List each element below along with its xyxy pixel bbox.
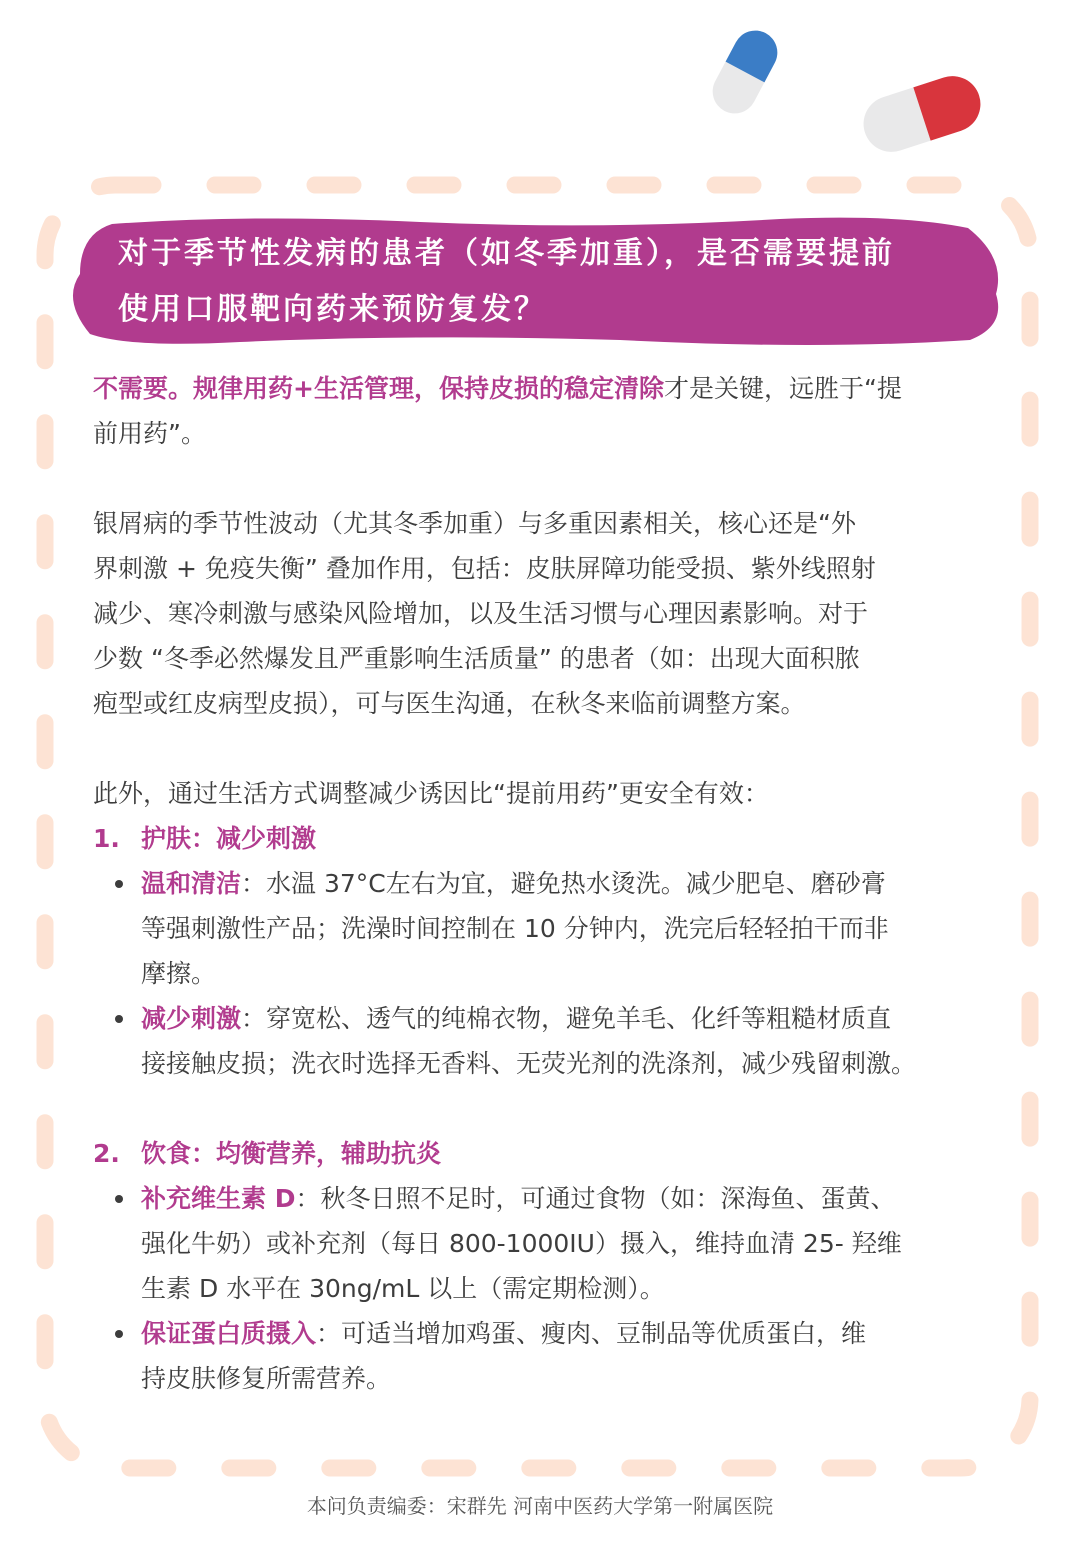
- context-line: 减少、寒冷刺激与感染风险增加，以及生活习惯与心理因素影响。对于: [93, 599, 869, 628]
- bullet-dot: [115, 880, 123, 888]
- answer-text: 才是关键，远胜于“提: [663, 374, 902, 403]
- bullet-text: ：秋冬日照不足时，可通过食物（如：深海鱼、蛋黄、: [295, 1184, 896, 1213]
- section-heading-diet: [93, 1131, 988, 1176]
- bullet-protein: [93, 1311, 988, 1401]
- intro-line: 此外，通过生活方式调整减少诱因比“提前用药”更安全有效：: [93, 779, 769, 808]
- bullet-dot: [115, 1330, 123, 1338]
- bullet-vitamin-d: [93, 1176, 988, 1311]
- answer-text-2: 前用药”。: [93, 419, 206, 448]
- bullet-text: 摩擦。: [141, 959, 217, 988]
- bullet-text: 持皮肤修复所需营养。: [141, 1364, 392, 1393]
- bullet-text: ：水温 37°C左右为宜，避免热水烫洗。减少肥皂、磨砂膏: [241, 869, 886, 898]
- bullet-dot: [115, 1195, 123, 1203]
- bullet-text: ：可适当增加鸡蛋、瘦肉、豆制品等优质蛋白，维: [316, 1319, 867, 1348]
- section-title: 饮食：均衡营养，辅助抗炎: [141, 1139, 442, 1168]
- bullet-term: 减少刺激: [141, 1004, 242, 1033]
- context-line: 疱型或红皮病型皮损），可与医生沟通，在秋冬来临前调整方案。: [93, 689, 806, 718]
- section-title: 护肤：减少刺激: [141, 824, 317, 853]
- section-number: 2.: [93, 1139, 120, 1168]
- context-line: 界刺激 + 免疫失衡” 叠加作用，包括：皮肤屏障功能受损、紫外线照射: [93, 554, 876, 583]
- bullet-term: 保证蛋白质摄入: [141, 1319, 317, 1348]
- context-line: 银屑病的季节性波动（尤其冬季加重）与多重因素相关，核心还是“外: [93, 509, 856, 538]
- editor-credit: 本问负责编委：宋群先 河南中医药大学第一附属医院: [306, 1494, 774, 1518]
- bullet-gentle-cleansing: [93, 861, 988, 996]
- bullet-text: ：穿宽松、透气的纯棉衣物，避免羊毛、化纤等粗糙材质直: [241, 1004, 892, 1033]
- section-heading-skincare: [93, 816, 988, 861]
- section-number: 1.: [93, 824, 120, 853]
- answer-paragraph: [93, 366, 988, 456]
- bullet-term: 补充维生素 D: [141, 1184, 296, 1213]
- bullet-text: 生素 D 水平在 30ng/mL 以上（需定期检测）。: [141, 1274, 665, 1303]
- bullet-text: 等强刺激性产品；洗澡时间控制在 10 分钟内，洗完后轻轻拍干而非: [141, 914, 889, 943]
- title-line-1: 对于季节性发病的患者（如冬季加重），是否需要提前: [118, 236, 895, 271]
- page-title: [118, 226, 978, 338]
- bullet-text: 强化牛奶）或补充剂（每日 800-1000IU）摄入，维持血清 25- 羟维: [141, 1229, 902, 1258]
- bullet-reduce-irritation: [93, 996, 988, 1086]
- title-line-2: 使用口服靶向药来预防复发？: [118, 292, 547, 327]
- pill-red-icon: [856, 69, 987, 159]
- bullet-term: 温和清洁: [141, 869, 242, 898]
- bullet-text: 接接触皮损；洗衣时选择无香料、无荧光剂的洗涤剂，减少残留刺激。: [141, 1049, 917, 1078]
- article-body: [93, 366, 988, 1401]
- answer-highlight: 不需要。规律用药+生活管理，保持皮损的稳定清除: [93, 374, 664, 403]
- context-line: 少数 “冬季必然爆发且严重影响生活质量” 的患者（如：出现大面积脓: [93, 644, 860, 673]
- context-paragraph: [93, 501, 988, 726]
- bullet-dot: [115, 1015, 123, 1023]
- pill-blue-icon: [705, 23, 785, 121]
